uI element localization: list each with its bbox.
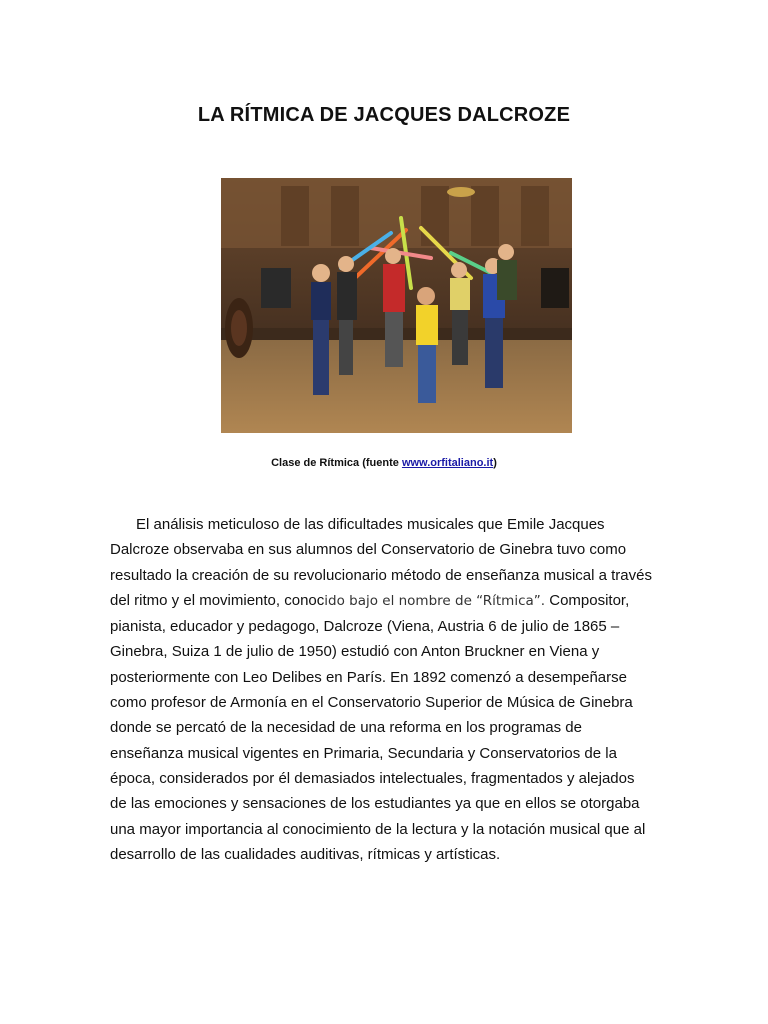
paragraph-text-tail: ido bajo el nombre de “Rítmica”. bbox=[324, 592, 546, 609]
body-paragraph bbox=[110, 512, 655, 867]
paragraph-text-main: El análisis meticuloso de las dificultades musicales que Emile Jacques Dalcroze observaba en sus alumnos del Conservatorio de Ginebra tuvo como resultado la creación de su revolucionario método de enseñanza musical a través del ritmo y el movimiento, conoc bbox=[110, 516, 652, 609]
figure-caption bbox=[0, 457, 768, 469]
caption-source-link[interactable]: www.orfitaliano.it bbox=[401, 457, 494, 469]
paragraph-text-rest: Compositor, pianista, educador y pedagogo, Dalcroze (Viena, Austria 6 de julio de 1865 – Ginebra, Suiza 1 de julio de 1950) estudió con Anton Bruckner en Viena y posteriormente con Leo Delibes en París. En 1892 comenzó a desempeñarse como profesor de Armonía en el Conservatorio Superior de Música de Ginebra donde se percató de la necesidad de una reforma en los programas de enseñanza musical vigentes en Primaria, Secundaria y Conservatorios de la época, considerados por él demasiados intelectuales, fragmentados y alejados de las emociones y sensaciones de los estudiantes ya que en ellos se otorgaba una mayor importancia al conocimiento de la lectura y la notación musical que al desarrollo de las cualidades auditivas, rítmicas y artísticas. bbox=[110, 591, 646, 863]
class-photo bbox=[221, 178, 572, 433]
caption-suffix: ) bbox=[493, 457, 497, 469]
document-title: LA RÍTMICA DE JACQUES DALCROZE bbox=[197, 104, 571, 126]
caption-prefix: Clase de Rítmica (fuente bbox=[271, 457, 402, 469]
